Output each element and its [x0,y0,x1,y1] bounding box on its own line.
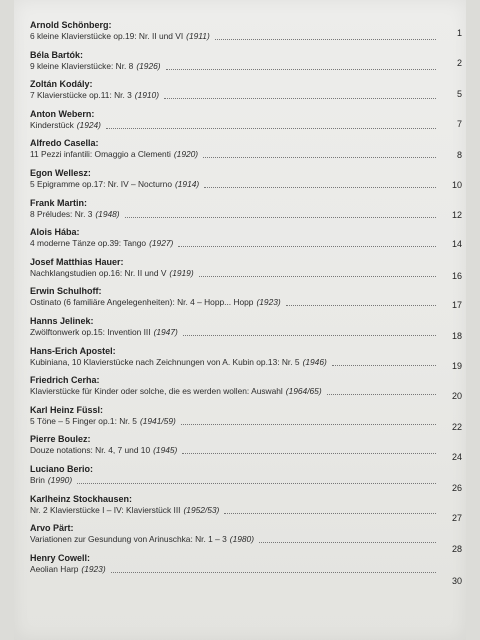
work-line [30,505,442,516]
dot-leader [224,512,436,514]
toc-entry [30,198,466,228]
page-number: 30 [451,575,462,586]
work-line [30,149,442,160]
work-title: Kinderstück [30,119,74,130]
toc-entry [30,79,466,109]
work-year: (1948) [95,208,120,219]
composer-name: Béla Bartók: [30,49,84,60]
page-number: 8 [456,150,462,161]
work-year: (1914) [174,178,200,189]
composer-name: Erwin Schulhoff: [30,286,102,297]
dot-leader [77,482,436,484]
work-line [30,564,442,575]
work-title: Ostinato (6 familiäre Angelegenheiten): Nr. 4 – Hopp... Hopp [30,297,254,308]
page-number: 27 [451,512,462,523]
toc-entry [30,20,466,50]
page-number: 20 [451,391,462,402]
composer-name: Hans-Erich Apostel: [30,345,116,356]
page-number: 18 [451,330,462,341]
work-year: (1990) [47,474,73,485]
work-year: (1926) [136,60,161,71]
page-number: 12 [451,209,462,220]
dot-leader [199,275,436,277]
toc-entry [30,375,466,405]
toc-entry [30,227,466,257]
work-year: (1927) [149,238,174,249]
toc-entry [30,346,466,376]
dot-leader [204,186,436,188]
work-title: 7 Klavierstücke op.11: Nr. 3 [30,90,132,101]
work-line [30,386,442,397]
work-title: Aeolian Harp [30,563,79,574]
work-line [30,357,442,368]
work-title: 5 Töne – 5 Finger op.1: Nr. 5 [30,415,137,426]
dot-leader [215,38,436,40]
composer-name: Arvo Pärt: [30,523,74,534]
page-number: 28 [451,544,462,555]
composer-name: Karl Heinz Füssl: [30,404,104,415]
work-line [30,327,442,338]
page-number: 19 [451,360,462,371]
toc-entry [30,552,466,586]
work-line [30,268,442,279]
dot-leader [106,127,436,129]
work-year: (1920) [173,149,199,160]
work-title: Variationen zur Gesundung von Arinuschka: Nr. 1 – 3 [30,534,227,545]
page-number: 5 [456,89,462,100]
toc-entry [30,138,466,168]
work-line [30,179,442,190]
toc-entry [30,316,466,346]
work-title: 5 Epigramme op.17: Nr. IV – Nocturno [30,178,172,189]
toc-entry [30,523,466,553]
work-year: (1924) [76,119,101,130]
toc-entry [30,168,466,198]
work-line [30,209,442,220]
work-line [30,297,442,308]
page-number: 26 [451,482,462,493]
work-line [30,90,442,101]
work-title: Zwölftonwerk op.15: Invention III [30,326,151,337]
dot-leader [183,334,436,336]
work-line [30,31,442,42]
toc-entry [30,464,466,494]
dot-leader [111,571,436,573]
page-number: 7 [456,118,462,129]
work-line [30,120,442,131]
work-year: (1945) [153,445,178,456]
toc-entry [30,109,466,139]
dot-leader [286,304,436,306]
work-title: Nr. 2 Klavierstücke I – IV: Klavierstück III [30,504,181,515]
composer-name: Alfredo Casella: [30,138,99,149]
composer-name: Anton Webern: [30,108,95,119]
composer-name: Josef Matthias Hauer: [30,256,124,267]
dot-leader [259,541,436,543]
toc-entry [30,434,466,464]
work-title: Klavierstücke für Kinder oder solche, die es werden wollen: Auswahl [30,386,283,397]
dot-leader [181,423,436,425]
dot-leader [182,452,436,454]
composer-name: Karlheinz Stockhausen: [30,493,133,504]
page-number: 1 [456,28,462,38]
work-year: (1910) [134,90,160,101]
work-line [30,445,442,456]
dot-leader [327,393,436,395]
toc-entry [30,494,466,524]
page-number: 24 [451,452,462,463]
page-number: 16 [451,270,462,281]
dot-leader [166,68,436,70]
dot-leader [178,245,436,247]
dot-leader [203,156,436,158]
work-line [30,475,442,486]
composer-name: Hanns Jelinek: [30,315,94,326]
work-year: (1911) [186,31,210,41]
dot-leader [164,97,436,99]
page-number: 10 [451,179,462,190]
work-line [30,238,442,249]
work-title: Nachklangstudien op.16: Nr. II und V [30,267,167,278]
composer-name: Pierre Boulez: [30,434,91,445]
work-year: (1964/65) [285,386,322,397]
work-year: (1941/59) [139,415,176,426]
toc-entry [30,257,466,287]
work-year: (1923) [81,563,106,574]
work-year: (1919) [169,267,194,278]
toc-entry [30,50,466,80]
composer-name: Frank Martin: [30,197,88,208]
toc-entry [30,286,466,316]
composer-name: Egon Wellesz: [30,167,91,178]
dot-leader [332,364,436,366]
page-number: 22 [451,421,462,432]
page-number: 2 [456,57,462,68]
work-line [30,416,442,427]
composer-name: Alois Hába: [30,227,80,238]
work-title: 11 Pezzi infantili: Omaggio a Clementi [30,149,171,160]
book-page [14,0,466,640]
work-title: 9 kleine Klavierstücke: Nr. 8 [30,60,134,71]
composer-name: Zoltán Kodály: [30,79,93,90]
page-number: 17 [451,300,462,311]
work-title: Douze notations: Nr. 4, 7 und 10 [30,445,151,456]
work-line [30,534,442,545]
page-number: 14 [451,239,462,250]
work-title: 6 kleine Klavierstücke op.19: Nr. II und VI [30,31,184,41]
work-year: (1947) [153,326,178,337]
work-title: 4 moderne Tänze op.39: Tango [30,238,147,249]
toc-entry [30,405,466,435]
work-title: Kubiniana, 10 Klavierstücke nach Zeichnungen von A. Kubin op.13: Nr. 5 [30,356,300,367]
dot-leader [125,216,436,218]
table-of-contents [30,20,466,586]
work-year: (1923) [256,297,281,308]
composer-name: Friedrich Cerha: [30,375,100,386]
composer-name: Luciano Berio: [30,463,94,474]
work-year: (1946) [302,356,327,367]
composer-name: Henry Cowell: [30,552,91,563]
work-title: Brin [30,474,45,485]
work-year: (1952/53) [183,504,220,515]
work-line [30,61,442,72]
work-year: (1980) [229,534,254,545]
composer-name: Arnold Schönberg: [30,20,112,30]
work-title: 8 Préludes: Nr. 3 [30,208,93,219]
